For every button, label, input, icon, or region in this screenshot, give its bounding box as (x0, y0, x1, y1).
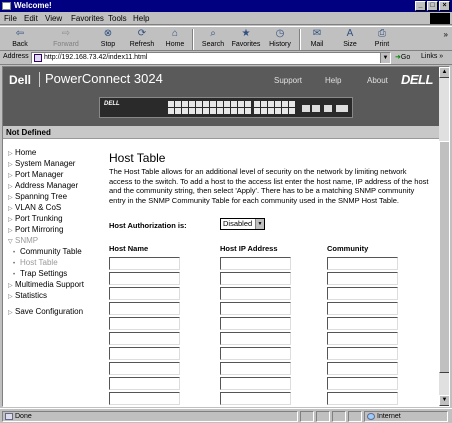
dell-logo: DELL (401, 72, 433, 87)
sidebar-item-label: Port Manager (15, 170, 64, 179)
sidebar-item-label: Host Table (20, 258, 58, 267)
host-name-input[interactable] (109, 332, 180, 345)
address-url: http://192.168.73.42/index11.html (44, 54, 148, 61)
sidebar-item-host-table[interactable] (13, 258, 58, 267)
go-arrow-icon: ➜ (395, 54, 401, 61)
chevron-right-icon: ▷ (8, 151, 13, 157)
chevron-right-icon: ▷ (8, 294, 13, 300)
globe-icon (367, 413, 375, 420)
bullet-icon: • (13, 272, 16, 278)
go-button[interactable] (395, 53, 410, 61)
host-ip-input[interactable] (220, 347, 291, 360)
host-ip-input[interactable] (220, 332, 291, 345)
chevron-right-icon: ▷ (8, 195, 13, 201)
address-input[interactable] (31, 52, 391, 64)
switch-front-panel-image (99, 97, 353, 118)
sidebar-item-label: Save Configuration (15, 307, 84, 316)
host-name-input[interactable] (109, 392, 180, 405)
sidebar-item-community-table[interactable] (13, 247, 82, 256)
chevron-right-icon: ▷ (8, 217, 13, 223)
page-icon (34, 54, 42, 62)
host-ip-input[interactable] (220, 302, 291, 315)
address-bar (0, 51, 452, 65)
chevron-right-icon: ▷ (8, 310, 13, 316)
sidebar-item-snmp[interactable] (8, 236, 38, 245)
home-icon: ⌂ (171, 28, 179, 39)
host-name-input[interactable] (109, 287, 180, 300)
host-authorization-label: Host Authorization is: (109, 221, 187, 230)
dell-banner (3, 67, 439, 126)
main-content (99, 139, 439, 407)
maximize-button[interactable]: □ (427, 1, 438, 11)
dropdown-arrow-icon: ▼ (255, 219, 264, 229)
sidebar-item-label: System Manager (15, 159, 76, 168)
host-name-input[interactable] (109, 362, 180, 375)
column-header-community: Community (327, 244, 369, 253)
host-ip-input[interactable] (220, 257, 291, 270)
chevron-right-icon: ▷ (8, 228, 13, 234)
window-title: Welcome! (14, 1, 52, 10)
toolbar-more-chevron[interactable]: » (443, 30, 448, 39)
chevron-right-icon: ▷ (8, 173, 13, 179)
status-cell (316, 411, 330, 422)
host-ip-input[interactable] (220, 392, 291, 405)
menu-bar (0, 12, 452, 25)
host-name-input[interactable] (109, 377, 180, 390)
scroll-down-icon[interactable]: ▼ (439, 395, 450, 406)
menu-favorites[interactable]: Favorites (71, 14, 104, 23)
page-title: Host Table (109, 151, 166, 165)
status-cell (300, 411, 314, 422)
sidebar-item-address-manager[interactable] (8, 181, 78, 190)
nav-support[interactable]: Support (274, 76, 303, 85)
chevron-right-icon: ▷ (8, 184, 13, 190)
uplink-port (324, 105, 332, 112)
product-name: PowerConnect 3024 (45, 71, 163, 86)
community-input[interactable] (327, 302, 398, 315)
community-input[interactable] (327, 332, 398, 345)
menu-tools[interactable]: Tools (108, 14, 127, 23)
menu-file[interactable]: File (4, 14, 17, 23)
banner-divider (39, 72, 40, 87)
sidebar-item-label: Trap Settings (20, 269, 68, 278)
sidebar-item-label: Statistics (15, 291, 48, 300)
community-input[interactable] (327, 317, 398, 330)
sidebar-item-label: SNMP (15, 236, 39, 245)
sidebar-item-port-trunking[interactable] (8, 214, 63, 223)
status-text: Done (15, 413, 32, 420)
stop-label: Stop (100, 41, 116, 48)
status-cell (348, 411, 362, 422)
favorites-label: Favorites (231, 41, 261, 48)
column-header-host-name: Host Name (109, 244, 149, 253)
sidebar-item-label: Home (15, 148, 37, 157)
font-size-icon: A (346, 28, 354, 39)
community-input[interactable] (327, 362, 398, 375)
sidebar-item-label: Multimedia Support (15, 280, 84, 289)
toolbar-separator (299, 29, 301, 50)
web-content (2, 66, 450, 407)
uplink-port (302, 105, 310, 112)
status-bar (0, 408, 452, 423)
minimize-button[interactable]: _ (415, 1, 426, 11)
sidebar-item-system-manager[interactable] (8, 159, 75, 168)
go-label: Go (400, 54, 411, 61)
host-name-input[interactable] (109, 317, 180, 330)
community-input[interactable] (327, 272, 398, 285)
sidebar-item-spanning-tree[interactable] (8, 192, 67, 201)
bullet-icon: • (13, 250, 16, 256)
device-status-strip: Not Defined (3, 126, 439, 139)
refresh-label: Refresh (129, 41, 155, 48)
bullet-icon: • (13, 261, 16, 267)
search-icon: ⌕ (210, 28, 216, 39)
search-button[interactable] (200, 28, 226, 51)
host-name-input[interactable] (109, 302, 180, 315)
menu-help[interactable]: Help (133, 14, 150, 23)
size-label: Size (343, 41, 357, 48)
size-button[interactable] (338, 28, 362, 51)
links-button[interactable]: Links » (421, 53, 444, 60)
host-ip-input[interactable] (220, 317, 291, 330)
chevron-down-icon: ▽ (8, 239, 13, 245)
mail-icon: ✉ (312, 28, 322, 39)
host-authorization-value: Disabled (223, 219, 253, 228)
print-button[interactable] (370, 28, 394, 51)
back-label: Back (12, 41, 28, 48)
sidebar-item-label: Address Manager (15, 181, 79, 190)
community-input[interactable] (327, 257, 398, 270)
sidebar-item-save-configuration[interactable] (8, 307, 83, 316)
host-ip-input[interactable] (220, 287, 291, 300)
window-title-bar (0, 0, 452, 12)
host-ip-input[interactable] (220, 362, 291, 375)
community-input[interactable] (327, 347, 398, 360)
nav-about[interactable]: About (367, 76, 388, 85)
sidebar-item-vlan-cos[interactable] (8, 203, 61, 212)
sidebar-item-port-manager[interactable] (8, 170, 63, 179)
menu-edit[interactable]: Edit (24, 14, 38, 23)
security-zone-cell (364, 411, 448, 422)
community-input[interactable] (327, 392, 398, 405)
sidebar-nav (3, 139, 93, 407)
host-name-input[interactable] (109, 347, 180, 360)
host-ip-input[interactable] (220, 272, 291, 285)
favorites-icon: ★ (241, 28, 251, 39)
menu-view[interactable]: View (45, 14, 63, 23)
status-text-cell (2, 411, 298, 422)
history-icon: ◷ (275, 28, 285, 39)
address-label: Address (3, 53, 29, 60)
sidebar-item-multimedia-support[interactable] (8, 280, 84, 289)
uplink-port (312, 105, 320, 112)
sidebar-item-trap-settings[interactable] (13, 269, 67, 278)
home-button[interactable] (163, 28, 187, 51)
console-port (336, 105, 348, 112)
scrollbar-thumb[interactable] (439, 141, 450, 373)
sidebar-item-label: Port Mirroring (15, 225, 64, 234)
sidebar-item-home[interactable] (8, 148, 36, 157)
forward-button[interactable] (50, 28, 82, 51)
port-group-1 (168, 101, 251, 114)
status-cell (332, 411, 346, 422)
mail-label: Mail (310, 41, 324, 48)
host-name-input[interactable] (109, 257, 180, 270)
security-zone-label: Internet (377, 413, 401, 420)
sidebar-item-statistics[interactable] (8, 291, 47, 300)
toolbar (0, 26, 452, 51)
community-input[interactable] (327, 287, 398, 300)
switch-label: DELL (104, 101, 120, 107)
column-header-host-ip: Host IP Address (220, 244, 278, 253)
print-label: Print (374, 41, 390, 48)
refresh-icon: ⟳ (137, 28, 147, 39)
forward-arrow-icon: ⇨ (61, 28, 71, 39)
nav-help[interactable]: Help (325, 76, 342, 85)
sidebar-item-port-mirroring[interactable] (8, 225, 63, 234)
chevron-right-icon: ▷ (8, 206, 13, 212)
close-button[interactable]: × (439, 1, 450, 11)
favorites-button[interactable] (230, 28, 262, 51)
chevron-right-icon: ▷ (8, 162, 13, 168)
ie-app-icon (2, 2, 11, 10)
community-input[interactable] (327, 377, 398, 390)
mail-button[interactable] (305, 28, 329, 51)
search-label: Search (201, 41, 225, 48)
scroll-up-icon[interactable]: ▲ (439, 67, 450, 78)
sidebar-item-label: Port Trunking (15, 214, 63, 223)
back-arrow-icon: ⇦ (15, 28, 25, 39)
history-button[interactable] (266, 28, 294, 51)
vertical-scrollbar[interactable] (439, 67, 450, 406)
sidebar-item-label: Community Table (20, 247, 82, 256)
stop-icon: ⊗ (103, 28, 113, 39)
back-button[interactable] (6, 28, 34, 51)
sidebar-item-label: VLAN & CoS (15, 203, 62, 212)
windows-logo-icon (430, 13, 450, 24)
host-authorization-select[interactable] (220, 218, 265, 230)
page-done-icon (5, 413, 13, 420)
host-ip-input[interactable] (220, 377, 291, 390)
page-description: The Host Table allows for an additional level of security on the network by limiting network access to the switch. To add a host to the access list enter the host name, IP address of the host and the community string, then select 'Apply'. There has to be a matching SNMP community entry in the SNMP Community Table for each community used in the SNMP Host Table. (109, 167, 429, 205)
print-icon: ⎙ (378, 28, 386, 39)
address-dropdown-icon[interactable]: ▼ (380, 53, 390, 63)
chevron-right-icon: ▷ (8, 283, 13, 289)
brand-label: Dell (9, 73, 32, 87)
host-name-input[interactable] (109, 272, 180, 285)
forward-label: Forward (53, 41, 79, 48)
stop-button[interactable] (96, 28, 120, 51)
refresh-button[interactable] (128, 28, 156, 51)
sidebar-item-label: Spanning Tree (15, 192, 68, 201)
history-label: History (269, 41, 291, 48)
port-group-2 (254, 101, 295, 114)
home-label: Home (165, 41, 185, 48)
toolbar-separator (192, 29, 194, 50)
